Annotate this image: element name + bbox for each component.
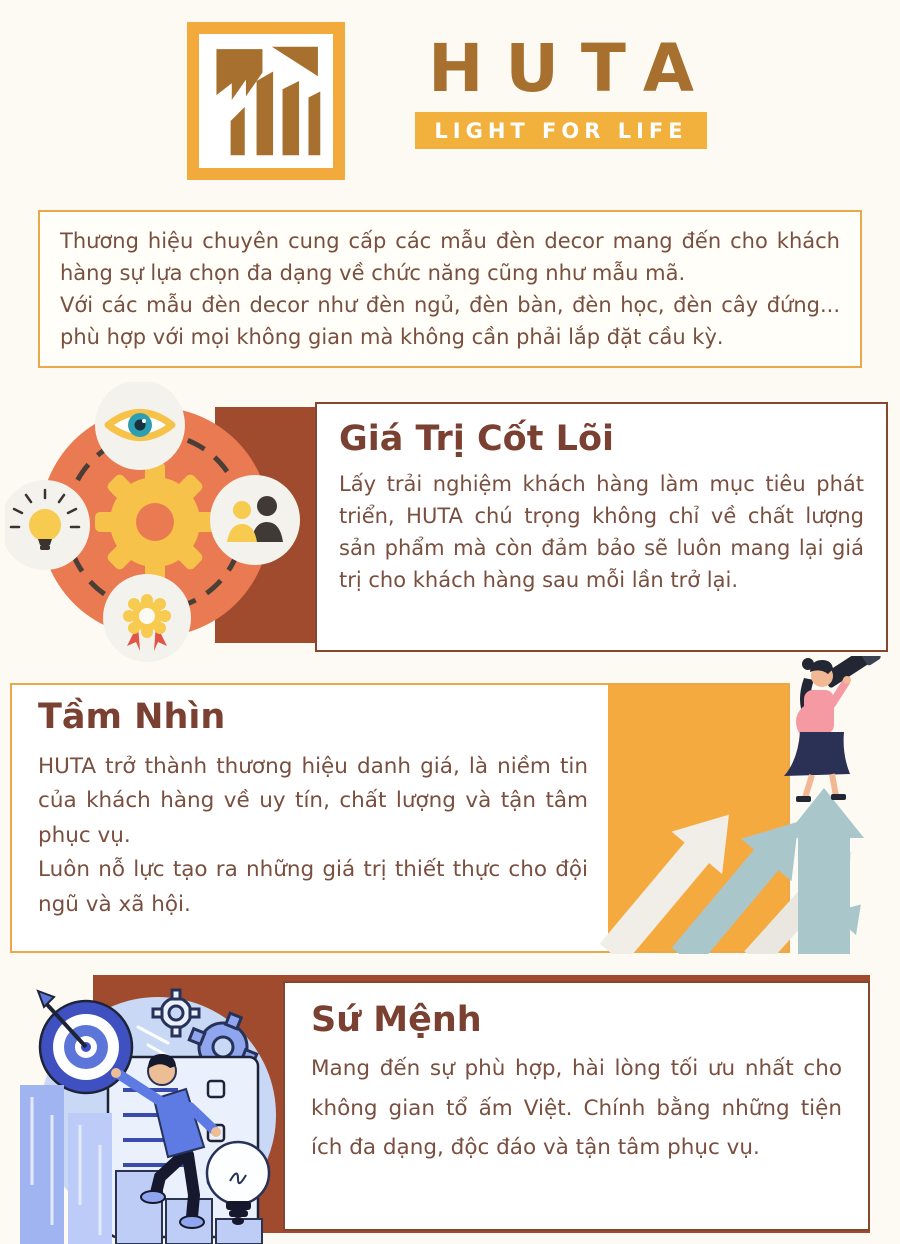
intro-paragraph-1: Thương hiệu chuyên cung cấp các mẫu đèn decor mang đến cho khách hàng sự lựa chọn đa dạng về chức năng cũng như mẫu mã. [60, 229, 840, 285]
vision-paragraph-1: HUTA trở thành thương hiệu danh giá, là niềm tin của khách hàng về uy tín, chất lượng và tận tâm phục vụ. [38, 754, 588, 848]
woman-figure [784, 656, 882, 802]
growth-arrows [598, 788, 873, 954]
mission-title: Sứ Mệnh [311, 1000, 482, 1040]
mission-body: Mang đến sự phù hợp, hài lòng tối ưu nhất cho không gian tổ ấm Việt. Chính bằng những tiện ích đa dạng, độc đáo và tận tâm phục vụ. [311, 1056, 842, 1161]
brand-wordmark [415, 30, 716, 149]
logo-inner-frame [199, 34, 333, 168]
people-icon [210, 475, 300, 565]
vision-illustration [598, 656, 892, 954]
intro-card [38, 210, 862, 368]
vision-body [38, 750, 588, 922]
core-values-illustration [5, 382, 310, 668]
building-logo-icon [207, 42, 325, 160]
eye-icon [95, 382, 185, 470]
vision-paragraph-2: Luôn nỗ lực tạo ra những giá trị thiết thực cho đội ngũ và xã hội. [38, 857, 588, 917]
brand-name: HUTA [428, 30, 716, 107]
mission-illustration [8, 985, 293, 1244]
brand-logo [187, 22, 345, 180]
core-values-title: Giá Trị Cốt Lõi [339, 419, 614, 459]
core-values-body: Lấy trải nghiệm khách hàng làm mục tiêu phát triển, HUTA chú trọng không chỉ về chất lượng sản phẩm mà còn đảm bảo sẽ luôn mang lại giá trị cho khách hàng sau mỗi lần trở lại. [339, 472, 864, 592]
intro-paragraph-2: Với các mẫu đèn decor như đèn ngủ, đèn bàn, đèn học, đèn cây đứng... phù hợp với mọi không gian mà không cần phải lắp đặt cầu kỳ. [60, 292, 840, 349]
brand-tagline-banner: LIGHT FOR LIFE [415, 112, 707, 149]
core-values-card [315, 402, 888, 652]
vision-title: Tầm Nhìn [38, 697, 226, 737]
mission-card [283, 981, 870, 1231]
medal-icon [103, 574, 191, 662]
